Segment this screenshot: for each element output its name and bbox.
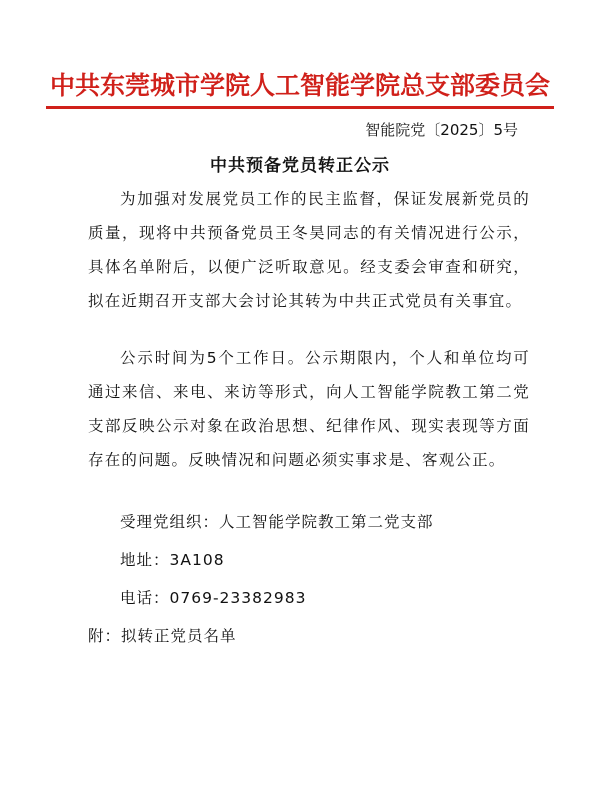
- body-paragraph: 为加强对发展党员工作的民主监督，保证发展新党员的质量，现将中共预备党员王冬昊同志的有关情况进行公示，具体名单附后，以便广泛听取意见。经支委会审查和研究，拟在近期召开支部大会讨论其转为中共正式党员有关事宜。: [88, 190, 530, 310]
- body-paragraph-1-container: [88, 182, 530, 318]
- contact-phone: 电话：0769-23382983: [120, 589, 307, 607]
- receiving-party-org: 受理党组织：人工智能学院教工第二党支部: [120, 513, 434, 531]
- org-header-title: 中共东莞城市学院人工智能学院总支部委员会: [49, 71, 550, 100]
- body-paragraph: 公示时间为5个工作日。公示期限内，个人和单位均可通过来信、来电、来访等形式，向人工智能学院教工第二党支部反映公示对象在政治思想、纪律作风、现实表现等方面存在的问题。反映情况和问题必须实事求是、客观公正。: [88, 349, 530, 469]
- contact-address: 地址：3A108: [120, 551, 225, 569]
- document-number: 智能院党〔2025〕5号: [365, 121, 518, 139]
- header-red-rule: [46, 106, 554, 109]
- body-paragraph-2-container: [88, 341, 530, 477]
- document-title: 中共预备党员转正公示: [210, 156, 390, 176]
- attachment-note: 附：拟转正党员名单: [88, 627, 237, 645]
